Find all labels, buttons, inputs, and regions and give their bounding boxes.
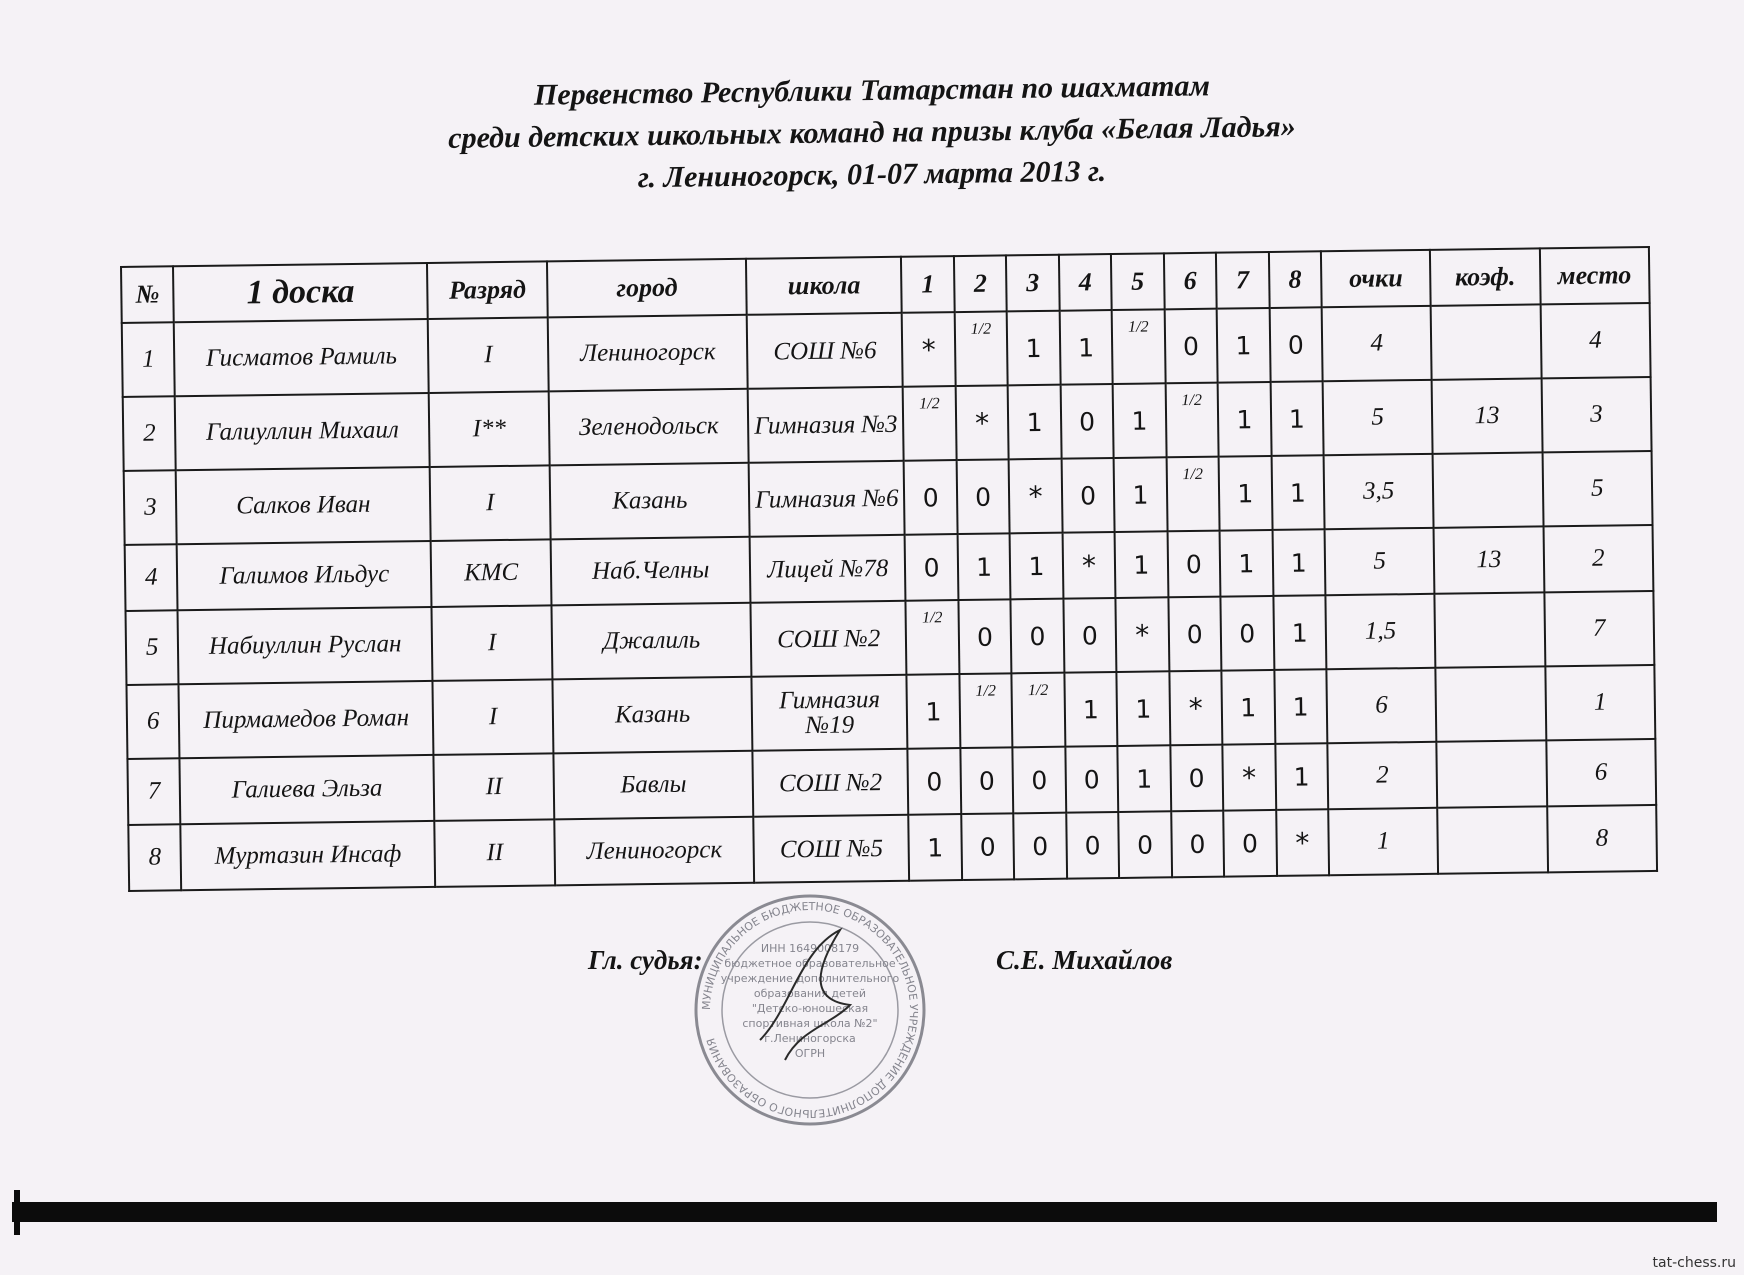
header-round: 3 bbox=[1006, 255, 1059, 312]
game-result: 1 bbox=[1010, 533, 1063, 600]
player-points: 5 bbox=[1323, 380, 1433, 455]
header-board: 1 доска bbox=[173, 263, 427, 322]
game-result: 1/2 bbox=[1012, 673, 1065, 748]
game-result: * bbox=[1169, 671, 1222, 746]
game-result: * bbox=[1276, 809, 1329, 876]
game-result: 1 bbox=[1114, 457, 1167, 532]
row-number: 5 bbox=[126, 610, 179, 685]
player-school: Гимназия №19 bbox=[752, 675, 908, 751]
game-result: 0 bbox=[1221, 596, 1274, 671]
game-result: 0 bbox=[956, 459, 1009, 534]
game-result: * bbox=[1222, 744, 1275, 811]
header-round: 1 bbox=[901, 256, 954, 313]
game-result: 1 bbox=[1117, 671, 1170, 746]
game-result: * bbox=[1062, 532, 1115, 599]
player-points: 2 bbox=[1327, 742, 1437, 809]
player-points: 6 bbox=[1326, 668, 1436, 743]
player-place: 2 bbox=[1543, 525, 1653, 592]
stamp-line: ОГРН bbox=[794, 1047, 826, 1060]
player-coef: 13 bbox=[1432, 378, 1542, 453]
header-round: 8 bbox=[1268, 251, 1321, 308]
game-result: 1 bbox=[1274, 669, 1327, 744]
player-points: 4 bbox=[1322, 306, 1432, 381]
player-city: Наб.Челны bbox=[551, 537, 751, 606]
player-place: 5 bbox=[1542, 451, 1652, 526]
player-rank: I bbox=[428, 317, 549, 393]
stamp-line: "Детско-юношеская bbox=[751, 1002, 869, 1015]
player-city: Зеленодольск bbox=[549, 389, 749, 466]
row-number: 8 bbox=[128, 824, 181, 891]
game-result: 1/2 bbox=[903, 386, 956, 461]
game-result: 1/2 bbox=[954, 311, 1007, 386]
header-place: место bbox=[1539, 247, 1649, 304]
player-place: 7 bbox=[1544, 591, 1654, 666]
game-result: 1 bbox=[1115, 531, 1168, 598]
header-rank: Разряд bbox=[427, 261, 548, 319]
header-round: 7 bbox=[1216, 252, 1269, 309]
game-result: 1/2 bbox=[1165, 383, 1218, 458]
game-result: 1 bbox=[1218, 382, 1271, 457]
game-result: * bbox=[955, 385, 1008, 460]
game-result: 1/2 bbox=[959, 673, 1012, 748]
row-number: 1 bbox=[122, 322, 175, 397]
player-name: Галимов Ильдус bbox=[177, 541, 431, 610]
game-result: 1 bbox=[907, 674, 960, 749]
game-result: 0 bbox=[904, 460, 957, 535]
player-city: Казань bbox=[550, 463, 750, 540]
game-result: 0 bbox=[1065, 746, 1118, 813]
stamp-line: учреждение дополнительного bbox=[720, 972, 900, 985]
stamp-outer-text: МУНИЦИПАЛЬНОЕ БЮДЖЕТНОЕ ОБРАЗОВАТЕЛЬНОЕ УЧРЕЖДЕНИЕ ДОПОЛНИТЕЛЬНОГО ОБРАЗОВАНИЯ bbox=[699, 899, 921, 1121]
document-title bbox=[0, 70, 1744, 196]
player-points: 3,5 bbox=[1324, 454, 1434, 529]
chief-judge-name: С.Е. Михайлов bbox=[996, 945, 1173, 975]
game-result: * bbox=[902, 312, 955, 387]
table-body bbox=[122, 303, 1657, 891]
player-coef bbox=[1437, 740, 1547, 807]
game-result: 0 bbox=[1167, 531, 1220, 598]
player-coef: 13 bbox=[1434, 526, 1544, 593]
game-result: 0 bbox=[1269, 307, 1322, 382]
player-name: Муртазин Инсаф bbox=[181, 821, 435, 890]
game-result: * bbox=[1116, 597, 1169, 672]
player-place: 4 bbox=[1540, 303, 1650, 378]
game-result: 1 bbox=[1275, 743, 1328, 810]
results-sheet bbox=[120, 246, 1658, 892]
stamp-line: ИНН 1649008179 bbox=[760, 942, 860, 955]
player-city: Казань bbox=[553, 677, 753, 754]
player-coef bbox=[1435, 592, 1545, 667]
game-result: 1 bbox=[1273, 595, 1326, 670]
player-points: 1,5 bbox=[1325, 594, 1435, 669]
player-rank: II bbox=[433, 753, 554, 821]
title-line-1: Первенство Республики Татарстан по шахматам bbox=[534, 69, 1210, 112]
header-number: № bbox=[121, 266, 174, 323]
game-result: 0 bbox=[1118, 811, 1171, 878]
game-result: 1 bbox=[1118, 745, 1171, 812]
game-result: 1/2 bbox=[1112, 309, 1165, 384]
player-school: Гимназия №6 bbox=[749, 461, 905, 537]
stamp-center-text bbox=[721, 942, 900, 1060]
player-rank: I bbox=[432, 605, 553, 681]
player-coef bbox=[1431, 304, 1541, 379]
game-result: 0 bbox=[1223, 810, 1276, 877]
stamp-line: бюджетное образовательное bbox=[724, 957, 896, 970]
player-coef bbox=[1437, 806, 1547, 873]
game-result: 1 bbox=[1064, 672, 1117, 747]
player-city: Лениногорск bbox=[548, 315, 748, 392]
header-round: 2 bbox=[954, 255, 1007, 312]
game-result: 0 bbox=[1013, 747, 1066, 814]
crosstable bbox=[120, 246, 1658, 892]
game-result: 0 bbox=[1168, 597, 1221, 672]
game-result: 0 bbox=[1170, 745, 1223, 812]
header-points: очки bbox=[1321, 250, 1431, 307]
row-number: 4 bbox=[125, 544, 178, 611]
game-result: 0 bbox=[1060, 384, 1113, 459]
scan-bottom-edge bbox=[12, 1202, 1717, 1222]
row-number: 3 bbox=[124, 470, 177, 545]
player-name: Салков Иван bbox=[176, 467, 431, 544]
player-city: Джалиль bbox=[552, 603, 752, 680]
official-stamp bbox=[690, 890, 930, 1130]
source-watermark: tat-chess.ru bbox=[1652, 1255, 1736, 1271]
stamp-line: спортивная школа №2" bbox=[742, 1017, 878, 1030]
game-result: 1 bbox=[1272, 529, 1325, 596]
player-name: Набиуллин Руслан bbox=[178, 607, 433, 684]
game-result: 1 bbox=[909, 814, 962, 881]
player-place: 6 bbox=[1546, 739, 1656, 806]
game-result: 1 bbox=[957, 533, 1010, 600]
player-school: Гимназия №3 bbox=[748, 387, 904, 463]
game-result: 1 bbox=[1220, 530, 1273, 597]
game-result: 0 bbox=[1066, 812, 1119, 879]
game-result: 1/2 bbox=[1166, 457, 1219, 532]
header-round: 5 bbox=[1111, 253, 1164, 310]
player-place: 1 bbox=[1545, 665, 1655, 740]
game-result: 0 bbox=[1014, 813, 1067, 880]
player-name: Галиева Эльза bbox=[180, 755, 434, 824]
game-result: 1 bbox=[1007, 311, 1060, 386]
player-rank: I bbox=[432, 679, 553, 755]
game-result: 0 bbox=[1171, 811, 1224, 878]
player-rank: КМС bbox=[431, 539, 552, 607]
game-result: 1 bbox=[1059, 310, 1112, 385]
game-result: 1 bbox=[1217, 308, 1270, 383]
player-points: 1 bbox=[1328, 808, 1438, 875]
header-round: 6 bbox=[1164, 253, 1217, 310]
title-line-3: г. Лениногорск, 01-07 марта 2013 г. bbox=[637, 154, 1107, 195]
player-school: СОШ №5 bbox=[753, 815, 909, 883]
header-coef: коэф. bbox=[1430, 248, 1540, 305]
row-number: 2 bbox=[123, 396, 176, 471]
player-points: 5 bbox=[1325, 528, 1435, 595]
stamp-line: г.Лениногорска bbox=[764, 1032, 856, 1045]
header-city: город bbox=[547, 259, 747, 318]
game-result: 1 bbox=[1221, 670, 1274, 745]
player-name: Галиуллин Михаил bbox=[175, 393, 430, 470]
game-result: 0 bbox=[908, 748, 961, 815]
player-name: Гисматов Рамиль bbox=[174, 319, 429, 396]
player-school: СОШ №6 bbox=[747, 313, 903, 389]
row-number: 7 bbox=[127, 758, 180, 825]
game-result: 1 bbox=[1270, 381, 1323, 456]
player-city: Бавлы bbox=[554, 751, 754, 820]
game-result: 1 bbox=[1113, 383, 1166, 458]
game-result: 0 bbox=[905, 534, 958, 601]
player-name: Пирмамедов Роман bbox=[179, 681, 434, 758]
player-coef bbox=[1433, 452, 1543, 527]
stamp-line: образования детей bbox=[753, 987, 867, 1000]
player-school: Лицей №78 bbox=[750, 535, 906, 603]
game-result: 1 bbox=[1008, 385, 1061, 460]
player-rank: I** bbox=[429, 391, 550, 467]
header-school: школа bbox=[746, 257, 902, 315]
game-result: 1 bbox=[1219, 456, 1272, 531]
player-city: Лениногорск bbox=[555, 817, 755, 886]
chief-judge-label: Гл. судья: bbox=[588, 945, 703, 975]
game-result: 1 bbox=[1271, 455, 1324, 530]
game-result: 0 bbox=[1164, 309, 1217, 384]
game-result: 0 bbox=[960, 747, 1013, 814]
game-result: 0 bbox=[1011, 599, 1064, 674]
player-rank: II bbox=[434, 819, 555, 887]
player-school: СОШ №2 bbox=[751, 601, 907, 677]
player-place: 3 bbox=[1541, 377, 1651, 452]
game-result: 0 bbox=[958, 599, 1011, 674]
game-result: 0 bbox=[1061, 458, 1114, 533]
player-school: СОШ №2 bbox=[753, 749, 909, 817]
row-number: 6 bbox=[126, 684, 179, 759]
game-result: 1/2 bbox=[906, 600, 959, 675]
game-result: * bbox=[1009, 459, 1062, 534]
game-result: 0 bbox=[961, 813, 1014, 880]
player-place: 8 bbox=[1547, 805, 1657, 872]
player-coef bbox=[1436, 666, 1546, 741]
title-line-2: среди детских школьных команд на призы клуба «Белая Ладья» bbox=[448, 110, 1296, 155]
player-rank: I bbox=[430, 465, 551, 541]
game-result: 0 bbox=[1063, 598, 1116, 673]
header-round: 4 bbox=[1059, 254, 1112, 311]
